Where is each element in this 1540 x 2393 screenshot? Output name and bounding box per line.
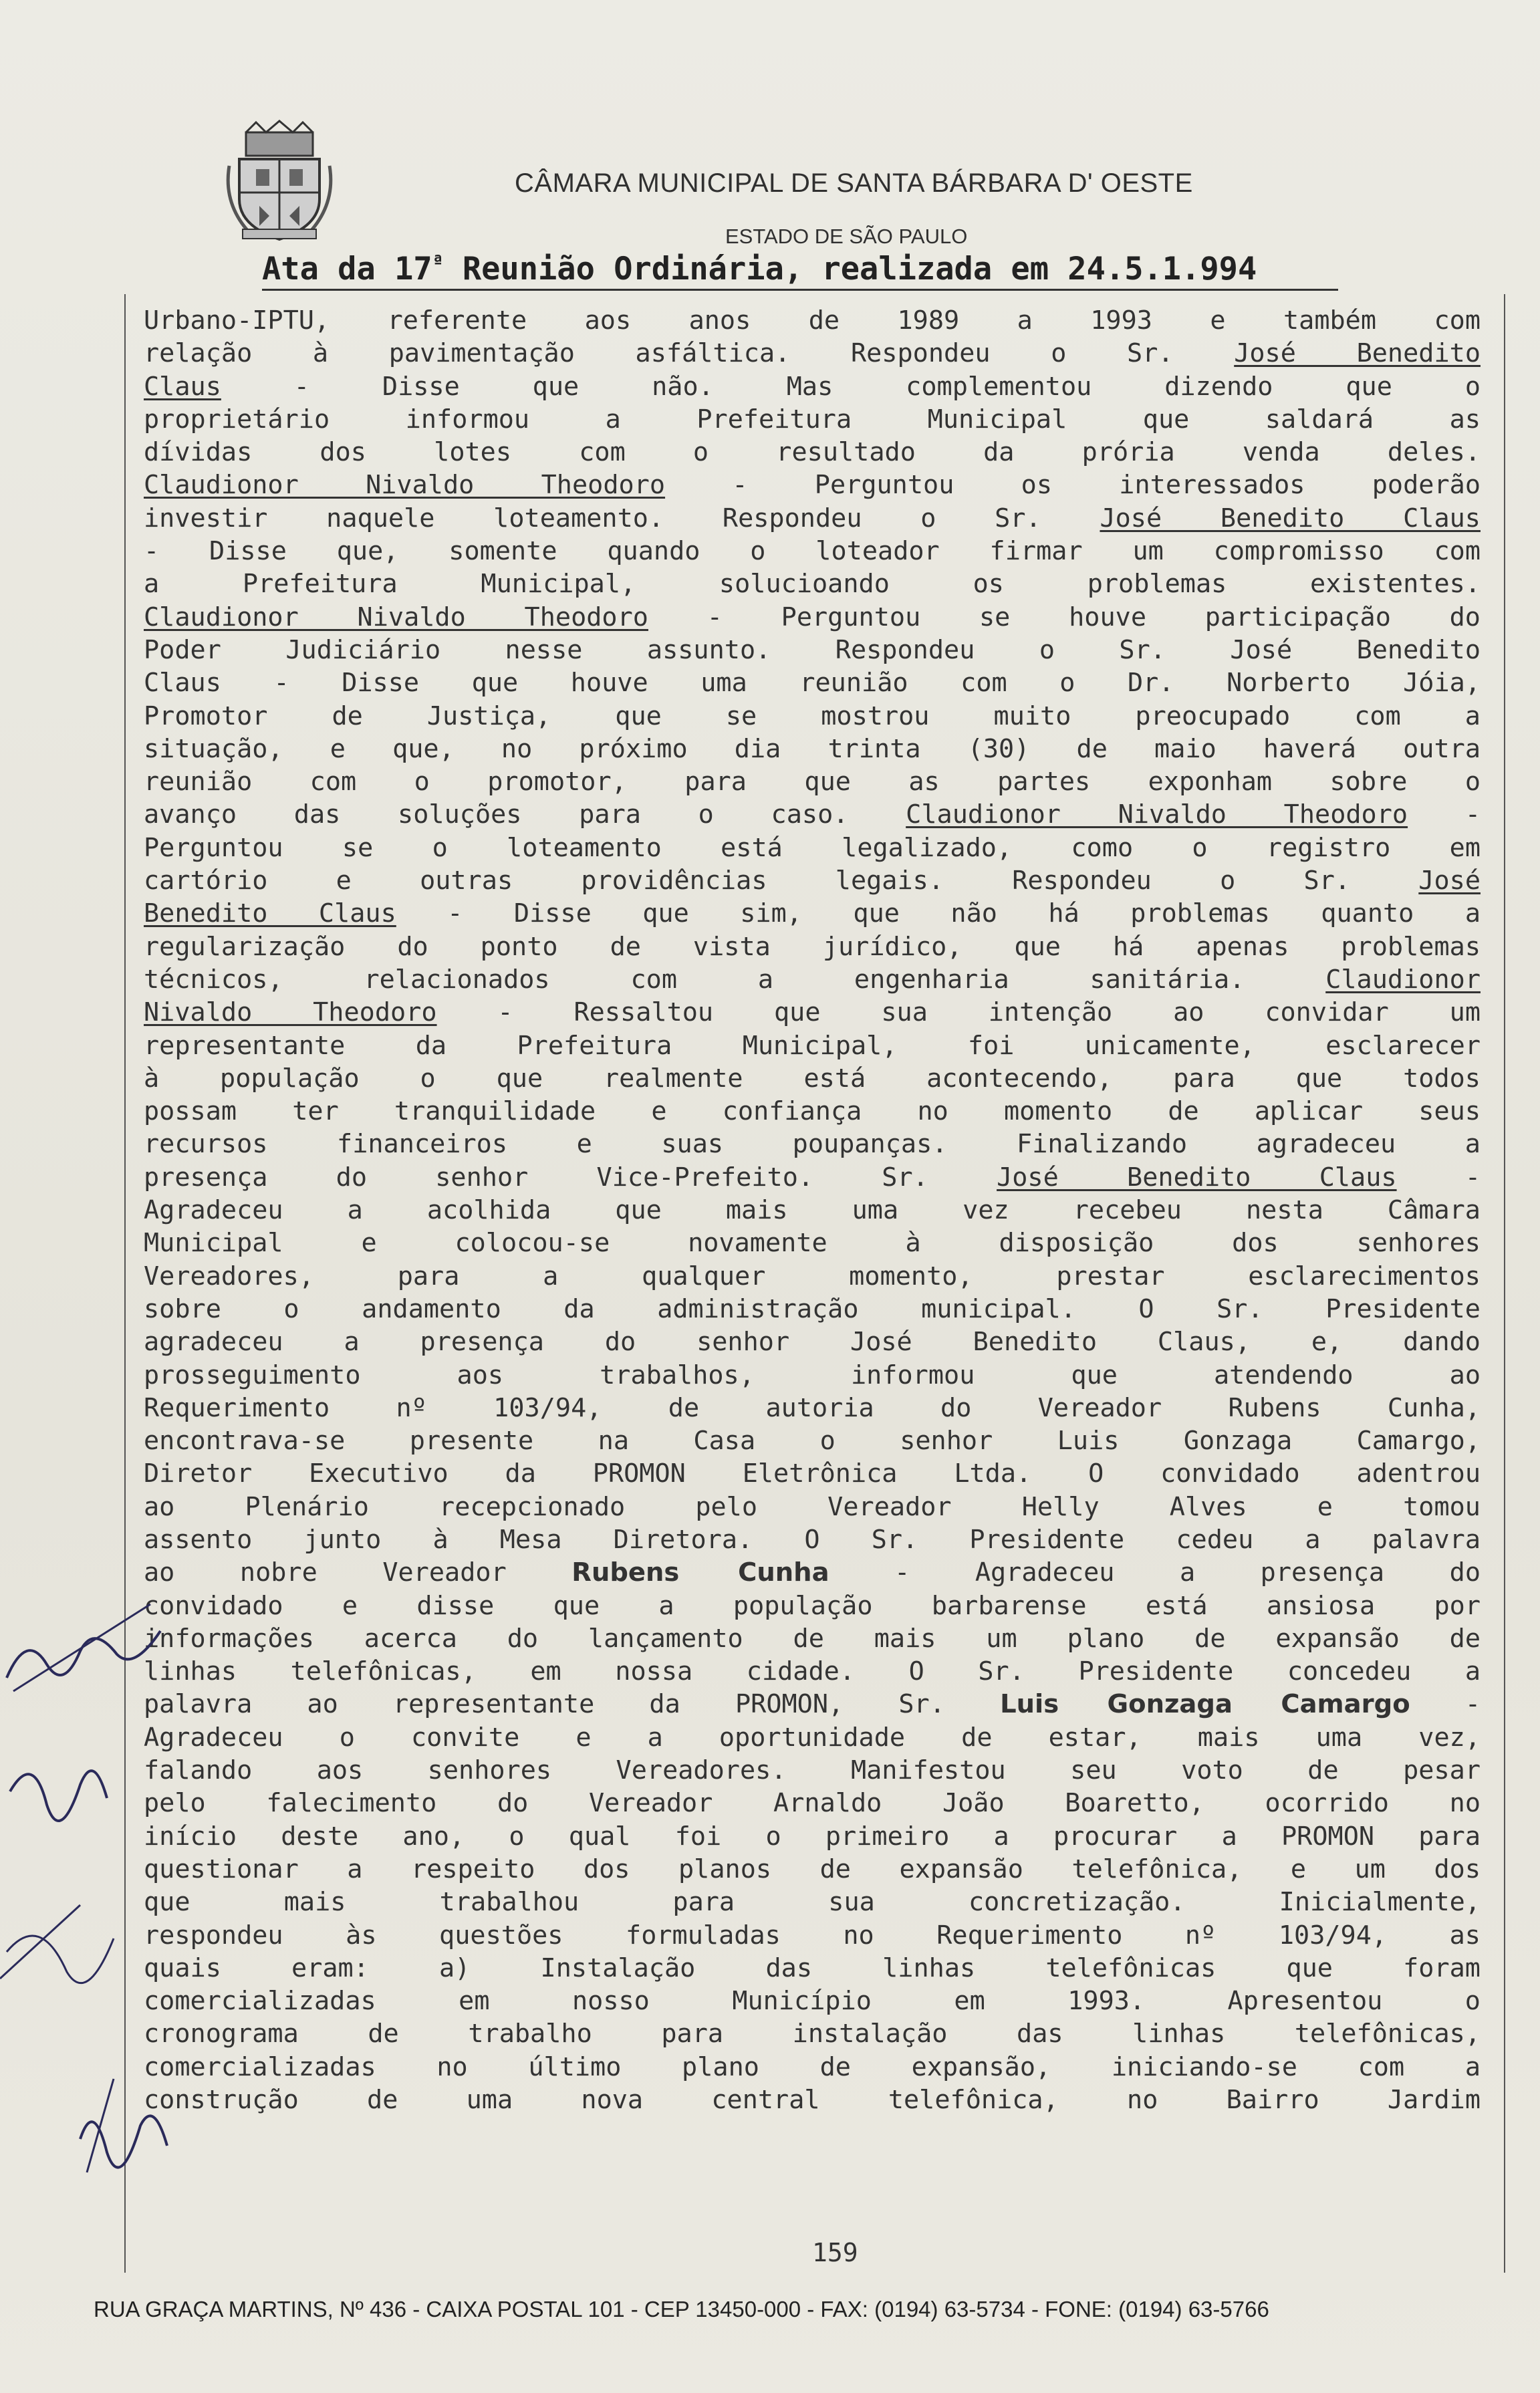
speaker-name: José Benedito Claus [997, 1162, 1397, 1192]
text-run: representante da Prefeitura Municipal, foi unicamente, esclarecer [144, 1030, 1481, 1061]
text-line [144, 1161, 1481, 1194]
text-run: palavra ao representante da PROMON, Sr. [144, 1689, 1001, 1720]
text-run: Poder Judiciário nesse assunto. Respondeu o Sr. José Benedito [144, 634, 1481, 665]
text-run: - Agradeceu a presença do [829, 1557, 1481, 1588]
text-run: ao Plenário recepcionado pelo Vereador Helly Alves e tomou [144, 1491, 1481, 1522]
speaker-name: José [1418, 866, 1481, 896]
text-run: técnicos, relacionados com a engenharia sanitária. [144, 964, 1326, 995]
text-run: pelo falecimento do Vereador Arnaldo João Boaretto, ocorrido no [144, 1788, 1481, 1819]
institution-name: CÂMARA MUNICIPAL DE SANTA BÁRBARA D' OESTE [515, 168, 1193, 198]
text-run: - Disse que não. Mas complementou dizendo que o [221, 371, 1481, 402]
text-line [144, 996, 1481, 1029]
text-run: reunião com o promotor, para que as partes exponham sobre o [144, 767, 1481, 797]
text-line [144, 2051, 1481, 2084]
speaker-name: José Benedito Claus [1100, 503, 1481, 533]
text-run: prosseguimento aos trabalhos, informou que atendendo ao [144, 1360, 1481, 1390]
text-run: Agradeceu a acolhida que mais uma vez recebeu nesta Câmara [144, 1195, 1481, 1226]
speaker-name: Claudionor [1325, 964, 1481, 995]
speaker-name: Claus [144, 371, 221, 402]
page-title [262, 251, 1338, 291]
text-run: - Disse que sim, que não há problemas quanto a [396, 898, 1481, 929]
coat-of-arms-icon [226, 119, 333, 246]
text-line [144, 1457, 1481, 1490]
text-run: quais eram: a) Instalação das linhas telefônicas que foram [144, 1953, 1481, 1983]
text-run: assento junto à Mesa Diretora. O Sr. Presidente cedeu a palavra [144, 1524, 1481, 1555]
bold-name: Luis Gonzaga Camargo [1000, 1689, 1410, 1720]
text-line [144, 1952, 1481, 1985]
text-line [144, 1293, 1481, 1326]
text-run: cronograma de trabalho para instalação das linhas telefônicas, [144, 2019, 1481, 2049]
speaker-name: Claudionor Nivaldo Theodoro [144, 470, 666, 501]
right-margin-rule [1504, 294, 1505, 2273]
text-run: recursos financeiros e suas poupanças. Finalizando agradeceu a [144, 1129, 1481, 1160]
text-line [144, 568, 1481, 600]
text-line [144, 897, 1481, 930]
text-run: proprietário informou a Prefeitura Municipal que saldará as [144, 404, 1481, 434]
text-run: - [1408, 799, 1481, 830]
text-line [144, 634, 1481, 666]
speaker-name: Claudionor Nivaldo Theodoro [906, 799, 1408, 830]
text-line [144, 700, 1481, 733]
minutes-body [144, 304, 1481, 2116]
text-line [144, 1424, 1481, 1457]
text-line [144, 1523, 1481, 1556]
text-run: Municipal e colocou-se novamente à disposição dos senhores [144, 1228, 1481, 1259]
state-name: ESTADO DE SÃO PAULO [725, 225, 968, 248]
text-line [144, 2017, 1481, 2050]
text-run: falando aos senhores Vereadores. Manifestou seu voto de pesar [144, 1755, 1481, 1786]
text-line [144, 1556, 1481, 1589]
text-run: comercializadas no último plano de expansão, iniciando-se com a [144, 2051, 1481, 2082]
text-line [144, 864, 1481, 897]
text-run: linhas telefônicas, em nossa cidade. O Sr. Presidente concedeu a [144, 1656, 1481, 1687]
ata-title-prefix: Ata da 17 [262, 251, 432, 287]
text-run: - Disse que, somente quando o loteador firmar um compromisso com [144, 536, 1481, 567]
text-line [144, 1095, 1481, 1128]
text-line [144, 1886, 1481, 1918]
text-run: - Ressaltou que sua intenção ao convidar um [436, 997, 1481, 1028]
text-line [144, 436, 1481, 469]
text-line [144, 798, 1481, 831]
text-run: Claus - Disse que houve uma reunião com o Dr. Norberto Jóia, [144, 668, 1481, 699]
text-run: encontrava-se presente na Casa o senhor Luis Gonzaga Camargo, [144, 1426, 1481, 1457]
text-line [144, 1491, 1481, 1523]
text-run: a Prefeitura Municipal, solucioando os problemas existentes. [144, 569, 1481, 600]
text-line [144, 832, 1481, 864]
text-run: construção de uma nova central telefônica, no Bairro Jardim [144, 2085, 1481, 2116]
text-line [144, 1260, 1481, 1293]
text-line [144, 1820, 1481, 1853]
text-run: situação, e que, no próximo dia trinta (30) de maio haverá outra [144, 733, 1481, 764]
text-run: Perguntou se o loteamento está legalizado, como o registro em [144, 832, 1481, 863]
text-run: cartório e outras providências legais. Respondeu o Sr. [144, 866, 1419, 896]
text-line [144, 337, 1481, 370]
text-line [144, 733, 1481, 765]
text-run: Urbano-IPTU, referente aos anos de 1989 a 1993 e também com [144, 305, 1481, 336]
text-run: presença do senhor Vice-Prefeito. Sr. [144, 1162, 997, 1192]
text-line [144, 370, 1481, 403]
text-line [144, 1655, 1481, 1688]
ata-title-ordinal: ª [432, 251, 444, 273]
text-run: investir naquele loteamento. Respondeu o Sr. [144, 503, 1100, 533]
text-run: - Perguntou se houve participação do [648, 602, 1481, 632]
text-line [144, 535, 1481, 568]
text-line [144, 1787, 1481, 1819]
text-run: dívidas dos lotes com o resultado da prória venda deles. [144, 437, 1481, 468]
text-run: Promotor de Justiça, que se mostrou muito preocupado com a [144, 701, 1481, 731]
text-run: respondeu às questões formuladas no Requerimento nº 103/94, as [144, 1920, 1481, 1950]
text-run: - [1410, 1689, 1481, 1720]
text-line [144, 1128, 1481, 1160]
text-run: ao nobre Vereador [144, 1557, 572, 1588]
text-run: questionar a respeito dos planos de expansão telefônica, e um dos [144, 1854, 1481, 1884]
text-line [144, 403, 1481, 436]
text-line [144, 1590, 1481, 1622]
text-run: Requerimento nº 103/94, de autoria do Vereador Rubens Cunha, [144, 1392, 1481, 1423]
text-line [144, 502, 1481, 535]
text-run: relação à pavimentação asfáltica. Respondeu o Sr. [144, 338, 1235, 369]
text-line [144, 1194, 1481, 1227]
text-run: início deste ano, o qual foi o primeiro a procurar a PROMON para [144, 1821, 1481, 1852]
text-line [144, 1029, 1481, 1062]
text-line [144, 666, 1481, 699]
text-run: Agradeceu o convite e a oportunidade de estar, mais uma vez, [144, 1722, 1481, 1753]
text-run: possam ter tranquilidade e confiança no momento de aplicar seus [144, 1096, 1481, 1127]
speaker-name: Benedito Claus [144, 898, 396, 929]
text-line [144, 1919, 1481, 1952]
text-line [144, 2084, 1481, 2116]
text-run: à população o que realmente está acontecendo, para que todos [144, 1063, 1481, 1094]
footer-address: RUA GRAÇA MARTINS, Nº 436 - CAIXA POSTAL 101 - CEP 13450-000 - FAX: (0194) 63-5734 - FONE: (0194) 63-5766 [94, 2297, 1269, 2321]
page-number: 159 [812, 2238, 858, 2267]
text-line [144, 469, 1481, 501]
speaker-name: Nivaldo Theodoro [144, 997, 437, 1028]
text-line [144, 765, 1481, 798]
text-run: Vereadores, para a qualquer momento, prestar esclarecimentos [144, 1261, 1481, 1291]
text-run: convidado e disse que a população barbarense está ansiosa por [144, 1590, 1481, 1621]
speaker-name: José Benedito [1234, 338, 1481, 369]
text-run: - Perguntou os interessados poderão [665, 470, 1481, 501]
text-line [144, 1853, 1481, 1886]
text-run: - [1396, 1162, 1481, 1192]
text-line [144, 1622, 1481, 1655]
text-line [144, 1062, 1481, 1095]
text-run: que mais trabalhou para sua concretização. Inicialmente, [144, 1887, 1481, 1918]
text-run: avanço das soluções para o caso. [144, 799, 906, 830]
text-run: regularização do ponto de vista jurídico, que há apenas problemas [144, 931, 1481, 962]
text-run: sobre o andamento da administração municipal. O Sr. Presidente [144, 1293, 1481, 1324]
text-line [144, 1721, 1481, 1754]
text-line [144, 1392, 1481, 1424]
text-line [144, 930, 1481, 963]
ata-title-suffix: Reunião Ordinária, realizada em 24.5.1.994 [443, 251, 1257, 287]
bold-name: Rubens Cunha [571, 1557, 829, 1588]
text-line [144, 601, 1481, 634]
text-run: Diretor Executivo da PROMON Eletrônica Ltda. O convidado adentrou [144, 1459, 1481, 1489]
text-run: informações acerca do lançamento de mais um plano de expansão de [144, 1623, 1481, 1654]
text-run: comercializadas em nosso Município em 1993. Apresentou o [144, 1986, 1481, 2017]
text-line [144, 1754, 1481, 1787]
text-line [144, 1359, 1481, 1392]
text-line [144, 963, 1481, 996]
text-run: agradeceu a presença do senhor José Benedito Claus, e, dando [144, 1327, 1481, 1358]
text-line [144, 1227, 1481, 1259]
text-line [144, 304, 1481, 337]
text-line [144, 1985, 1481, 2017]
left-margin-rule [124, 294, 126, 2273]
text-line [144, 1688, 1481, 1721]
text-line [144, 1326, 1481, 1358]
speaker-name: Claudionor Nivaldo Theodoro [144, 602, 648, 632]
